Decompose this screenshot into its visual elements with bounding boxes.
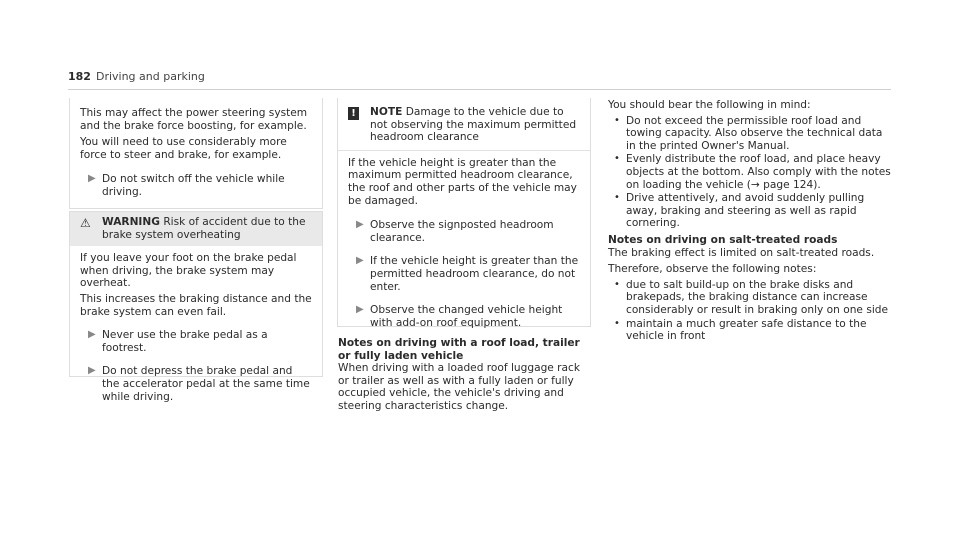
continued-warning-box — [69, 98, 323, 209]
section-heading: Notes on driving with a roof load, trailer or fully laden vehicle — [338, 337, 580, 362]
paragraph: If the vehicle height is greater than the maximum permitted headroom clearance, the roof and other parts of the vehicle may be damaged. — [348, 156, 577, 207]
page-header — [68, 70, 205, 83]
step-arrow-icon: ▶ — [88, 329, 96, 341]
section-title: Driving and parking — [95, 70, 205, 83]
paragraph: When driving with a loaded roof luggage rack or trailer as well as with a fully laden or fully occupied vehicle, the vehicle's driving and steering characteristics change. — [338, 362, 580, 412]
step-text: Observe the signposted headroom clearance. — [370, 219, 554, 244]
bullet-icon: • — [614, 317, 620, 329]
step-arrow-icon: ▶ — [356, 255, 364, 267]
bullet-icon: • — [614, 153, 620, 165]
step-arrow-icon: ▶ — [356, 219, 364, 231]
list-item — [608, 279, 893, 317]
warning-box — [69, 211, 323, 403]
bullet-icon: • — [614, 192, 620, 204]
instruction-step — [80, 365, 313, 403]
instruction-step — [80, 173, 313, 198]
step-arrow-icon: ▶ — [88, 173, 96, 185]
list-item — [608, 153, 893, 191]
list-item-text: Do not exceed the permissible roof load and towing capacity. Also observe the technical data in the printed Owner's Manual. — [626, 114, 883, 152]
warning-header — [70, 212, 322, 246]
right-column — [608, 99, 893, 343]
note-label: NOTE — [370, 106, 403, 118]
step-text: If the vehicle height is greater than the permitted headroom clearance, do not enter. — [370, 255, 579, 293]
note-header — [338, 98, 590, 150]
list-item — [608, 318, 893, 343]
header-divider — [68, 89, 891, 90]
instruction-step — [80, 329, 313, 354]
list-item-text: Evenly distribute the roof load, and place heavy objects at the bottom. Also comply with the notes on loading the vehicle (→ page 124). — [626, 153, 891, 191]
paragraph: This increases the braking distance and the brake system can even fail. — [80, 292, 312, 318]
instruction-step — [348, 304, 581, 329]
list-item — [608, 115, 893, 153]
warning-triangle-icon: ⚠ — [80, 216, 91, 230]
bullet-icon: • — [614, 114, 620, 126]
paragraph: Therefore, observe the following notes: — [608, 263, 817, 276]
paragraph: You will need to use considerably more force to steer and brake, for example. — [80, 136, 287, 161]
paragraph: This may affect the power steering system and the brake force boosting, for example. — [80, 107, 308, 132]
step-text: Do not switch off the vehicle while driving. — [102, 173, 285, 198]
list-item — [608, 192, 893, 230]
paragraph: The braking effect is limited on salt-treated roads. — [608, 246, 875, 259]
list-item-text: due to salt build-up on the brake disks and brakepads, the braking distance can increase considerably or result in braking only on one side — [626, 278, 889, 316]
paragraph: If you leave your foot on the brake pedal when driving, the brake system may overheat. — [80, 252, 297, 290]
step-arrow-icon: ▶ — [356, 304, 364, 316]
roof-load-section — [338, 337, 588, 413]
section-heading: Notes on driving on salt-treated roads — [608, 233, 838, 246]
note-box — [337, 98, 591, 327]
instruction-step — [348, 255, 581, 293]
step-text: Observe the changed vehicle height with add-on roof equipment. — [370, 304, 563, 329]
page-number: 182 — [68, 70, 91, 83]
warning-text: Risk of accident due to the brake system overheating — [102, 216, 306, 241]
warning-label: WARNING — [102, 216, 160, 228]
list-item-text: maintain a much greater safe distance to the vehicle in front — [626, 317, 867, 343]
step-text: Do not depress the brake pedal and the accelerator pedal at the same time while driving. — [102, 365, 310, 403]
list-item-text: Drive attentively, and avoid suddenly pulling away, braking and steering as well as rapid cornering. — [626, 192, 865, 230]
paragraph: You should bear the following in mind: — [608, 99, 811, 111]
step-arrow-icon: ▶ — [88, 365, 96, 377]
note-text: Damage to the vehicle due to not observing the maximum permitted headroom clearance — [370, 106, 577, 144]
bullet-icon: • — [614, 278, 620, 290]
step-text: Never use the brake pedal as a footrest. — [102, 329, 268, 354]
instruction-step — [348, 219, 581, 244]
exclamation-icon: ! — [348, 107, 359, 120]
